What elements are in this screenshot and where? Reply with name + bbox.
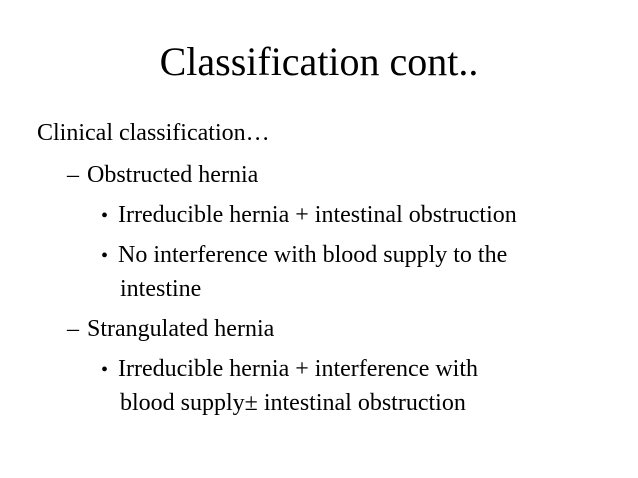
sub-bullet-text: Irreducible hernia + interference with <box>118 356 479 382</box>
bullet-marker: • <box>101 245 109 267</box>
dash-marker: – <box>67 316 79 342</box>
sub-bullet-no-interference <box>101 240 507 271</box>
sub-bullet-irreducible-obstruction <box>101 200 517 231</box>
dash-marker: – <box>67 162 79 188</box>
bullet-marker: • <box>101 359 109 381</box>
bullet-marker: • <box>101 205 109 227</box>
sub-bullet-continuation: intestine <box>120 276 202 302</box>
slide-title: Classification cont.. <box>159 39 479 84</box>
sub-bullet-text: Irreducible hernia + intestinal obstruction <box>118 202 517 228</box>
sub-bullet-irreducible-interference <box>101 354 478 385</box>
list-item-strangulated-hernia <box>67 314 274 344</box>
list-item-label: Obstructed hernia <box>87 162 259 188</box>
list-item-obstructed-hernia <box>67 160 258 190</box>
sub-bullet-text: No interference with blood supply to the <box>118 242 508 268</box>
section-heading: Clinical classification… <box>37 120 270 146</box>
sub-bullet-continuation: blood supply± intestinal obstruction <box>120 390 466 416</box>
list-item-label: Strangulated hernia <box>87 316 275 342</box>
